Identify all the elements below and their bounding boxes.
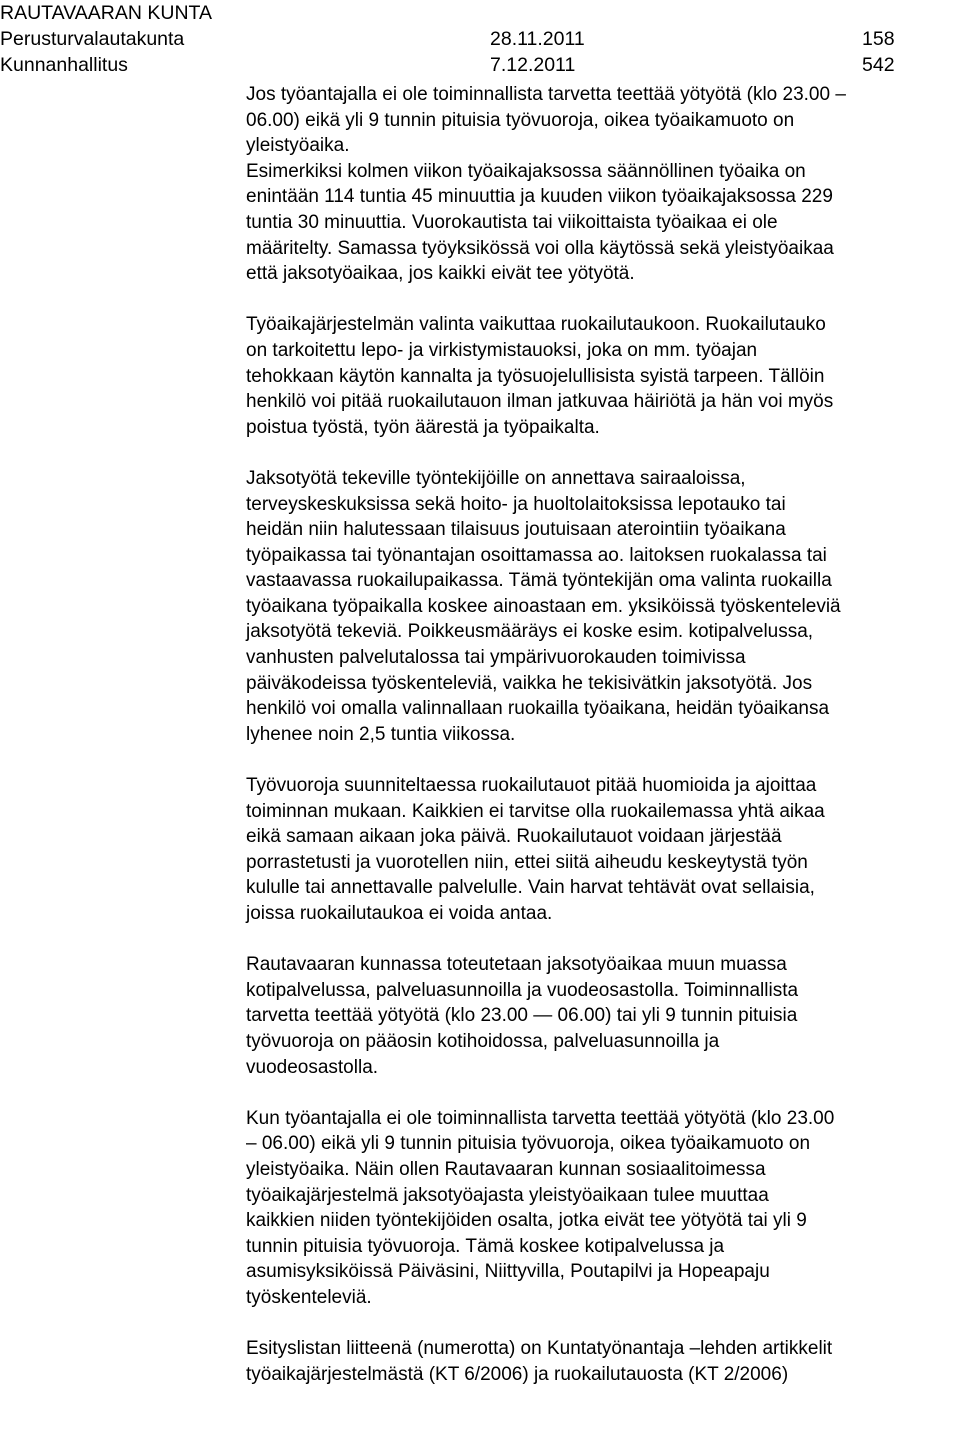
organization-name: RAUTAVAARAN KUNTA <box>0 2 212 24</box>
meeting-date: 28.11.2011 <box>490 28 585 50</box>
meeting-body-name: Perusturvalautakunta <box>0 28 185 50</box>
header-meeting-row <box>0 26 960 52</box>
body-paragraph: Jaksotyötä tekeville työntekijöille on annettava sairaaloissa, terveyskeskuksissa sekä hoito- ja huoltolaitoksissa lepotauko tai heidän niin halutessaan tilaisuus joutuisaan aterointiin työaikana työpaikassa tai työnantajan osoittamassa ao. laitoksen ruokalassa tai vastaavassa ruokailupaikassa. Tämä työntekijän oma valinta ruokailla työaikana työpaikalla koskee ainoastaan em. yksiköissä työskenteleviä jaksotyötä tekeviä. Poikkeusmääräys ei koske esim. kotipalvelussa, vanhusten palvelutalossa tai ympärivuorokauden toimivissa päiväkodeissa työskenteleviä, vaikka he tekisivätkin jaksotyötä. Jos henkilö voi omalla valinnallaan ruokailla työaikana, heidän työaikansa lyhenee noin 2,5 tuntia viikossa. <box>246 467 841 745</box>
section-number: 542 <box>862 54 895 76</box>
body-paragraph: Kun työantajalla ei ole toiminnallista tarvetta teettää yötyötä (klo 23.00 – 06.00) eikä yli 9 tunnin pituisia työvuoroja, oikea työaikamuoto on yleistyöaika. Näin ollen Rautavaaran kunnan sosiaalitoimessa työaikajärjestelmä jaksotyöajasta yleistyöaikaan tulee muuttaa kaikkien niiden työntekijöiden osalta, jotka eivät tee yötyötä tai yli 9 tunnin pituisia työvuoroja. Tämä koskee kotipalvelussa ja asumisyksiköissä Päiväsini, Niittyvilla, Poutapilvi ja Hopeapaju työskenteleviä. <box>246 1107 835 1308</box>
header-meeting-row <box>0 52 960 78</box>
header-organization-row <box>0 0 960 26</box>
body-paragraph: Rautavaaran kunnassa toteutetaan jaksotyöaikaa muun muassa kotipalvelussa, palveluasunnoilla ja vuodeosastolla. Toiminnallista tarvetta teettää yötyötä (klo 23.00 — 06.00) tai yli 9 tunnin pituisia työvuoroja on pääosin kotihoidossa, palveluasunnoilla ja vuodeosastolla. <box>246 954 799 1078</box>
body-paragraph: Työvuoroja suunniteltaessa ruokailutauot pitää huomioida ja ajoittaa toiminnan mukaan. Kaikkien ei tarvitse olla ruokailemassa yhtä aikaa eikä samaan aikaan joka päivä. Ruokailutauot voidaan järjestää porrastetusti ja vuorotellen niin, ettei siitä aiheudu keskeytystä työn kululle tai annettavalle palvelulle. Vain harvat tehtävät ovat sellaisia, joissa ruokailutaukoa ei voida antaa. <box>246 775 825 924</box>
body-paragraph: Esityslistan liitteenä (numerotta) on Kuntatyönantaja –lehden artikkelit työaikajärjestelmästä (KT 6/2006) ja ruokailutauosta (KT 2/2006) <box>246 1338 833 1385</box>
body-paragraph: Jos työantajalla ei ole toiminnallista tarvetta teettää yötyötä (klo 23.00 – 06.00) eikä yli 9 tunnin pituisia työvuoroja, oikea työaikamuoto on yleistyöaika. Esimerkiksi kolmen viikon työaikajaksossa säännöllinen työaika on enintään 114 tuntia 45 minuuttia ja kuuden viikon työaikajaksossa 229 tuntia 30 minuuttia. Vuorokautista tai viikoittaista työaikaa ei ole määritelty. Samassa työyksikössä voi olla käytössä sekä yleistyöaikaa että jaksotyöaikaa, jos kaikki eivät tee yötyötä. <box>246 84 846 285</box>
document-header <box>0 0 960 78</box>
meeting-body-name: Kunnanhallitus <box>0 54 128 76</box>
body-paragraph: Työaikajärjestelmän valinta vaikuttaa ruokailutaukoon. Ruokailutauko on tarkoitettu lepo- ja virkistymistauoksi, joka on mm. työajan tehokkaan käytön kannalta ja työsuojelullisista syistä tarpeen. Tällöin henkilö voi pitää ruokailutauon ilman jatkuvaa häiriötä ja hän voi myös poistua työstä, työn äärestä ja työpaikalta. <box>246 314 834 438</box>
section-number: 158 <box>862 28 895 50</box>
document-body <box>246 82 960 1387</box>
meeting-date: 7.12.2011 <box>490 54 576 76</box>
